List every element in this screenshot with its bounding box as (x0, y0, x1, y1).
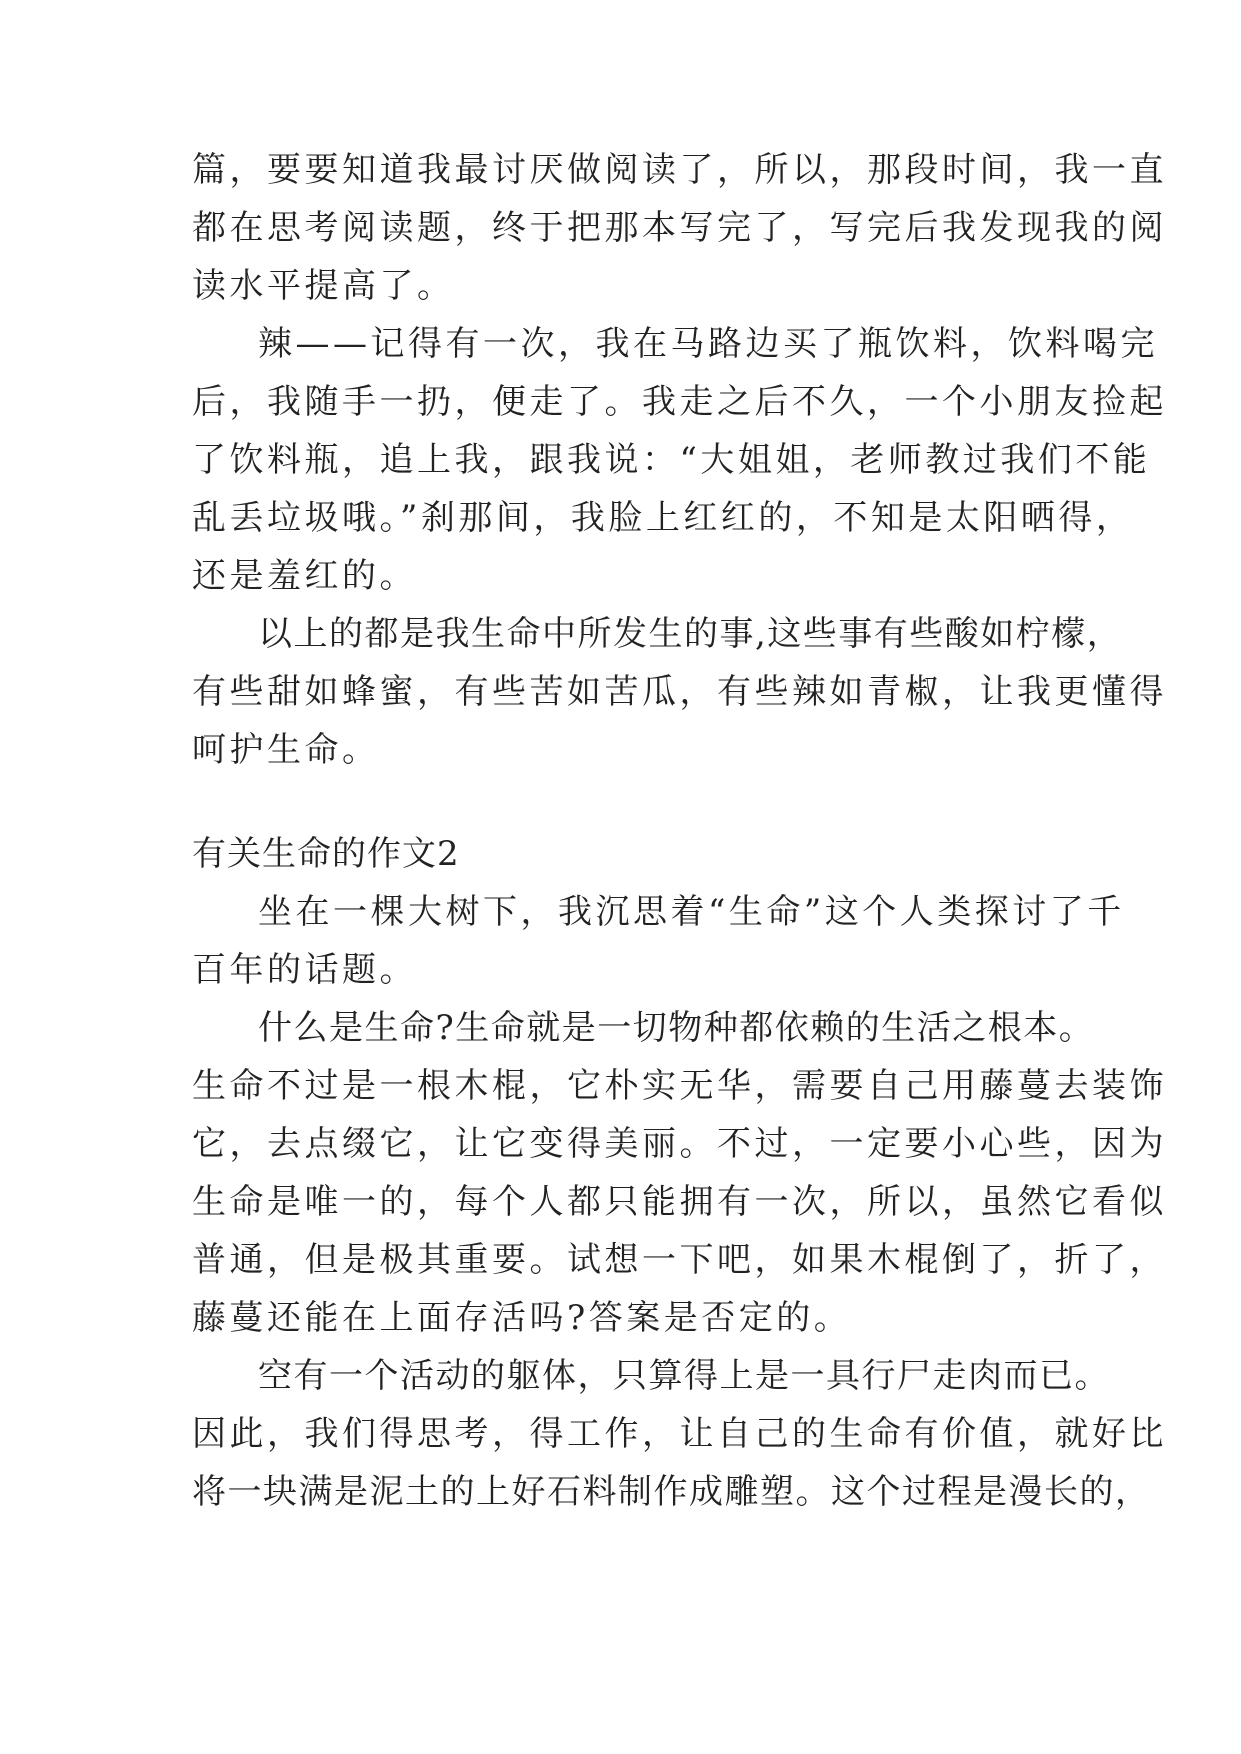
text-line: 普通，但是极其重要。试想一下吧，如果木棍倒了，折了， (192, 1240, 1167, 1280)
text-line: 后，我随手一扔，便走了。我走之后不久，一个小朋友捡起 (192, 382, 1167, 422)
text-line: 呵护生命。 (192, 730, 380, 770)
text-line: 百年的话题。 (192, 950, 417, 990)
paragraph-first-line: 空有一个活动的躯体，只算得上是一具行尸走肉而已。 (258, 1356, 1110, 1396)
text-line: 藤蔓还能在上面存活吗?答案是否定的。 (192, 1298, 852, 1338)
text-line: 生命不过是一根木棍，它朴实无华，需要自己用藤蔓去装饰 (192, 1066, 1167, 1106)
text-line: 还是羞红的。 (192, 556, 417, 596)
paragraph-first-line: 辣——记得有一次，我在马路边买了瓶饮料，饮料喝完 (258, 324, 1158, 364)
paragraph-first-line: 什么是生命?生命就是一切物种都依赖的生活之根本。 (258, 1008, 1095, 1048)
text-line: 篇，要要知道我最讨厌做阅读了，所以，那段时间，我一直 (192, 150, 1167, 190)
text-line: 读水平提高了。 (192, 266, 455, 306)
text-line: 乱丢垃圾哦。”刹那间，我脸上红红的，不知是太阳晒得， (192, 498, 1134, 538)
paragraph-first-line: 以上的都是我生命中所发生的事,这些事有些酸如柠檬， (258, 614, 1123, 654)
section-heading: 有关生命的作文2 (192, 834, 460, 874)
text-line: 了饮料瓶，追上我，跟我说：“大姐姐，老师教过我们不能 (192, 440, 1151, 480)
text-line: 有些甜如蜂蜜，有些苦如苦瓜，有些辣如青椒，让我更懂得 (192, 672, 1167, 712)
text-line: 将一块满是泥土的上好石料制作成雕塑。这个过程是漫长的， (192, 1472, 1151, 1512)
text-line: 因此，我们得思考，得工作，让自己的生命有价值，就好比 (192, 1414, 1167, 1454)
text-line: 它，去点缀它，让它变得美丽。不过，一定要小心些，因为 (192, 1124, 1167, 1164)
text-line: 都在思考阅读题，终于把那本写完了，写完后我发现我的阅 (192, 208, 1167, 248)
paragraph-first-line: 坐在一棵大树下，我沉思着“生命”这个人类探讨了千 (258, 892, 1125, 932)
text-line: 生命是唯一的，每个人都只能拥有一次，所以，虽然它看似 (192, 1182, 1167, 1222)
